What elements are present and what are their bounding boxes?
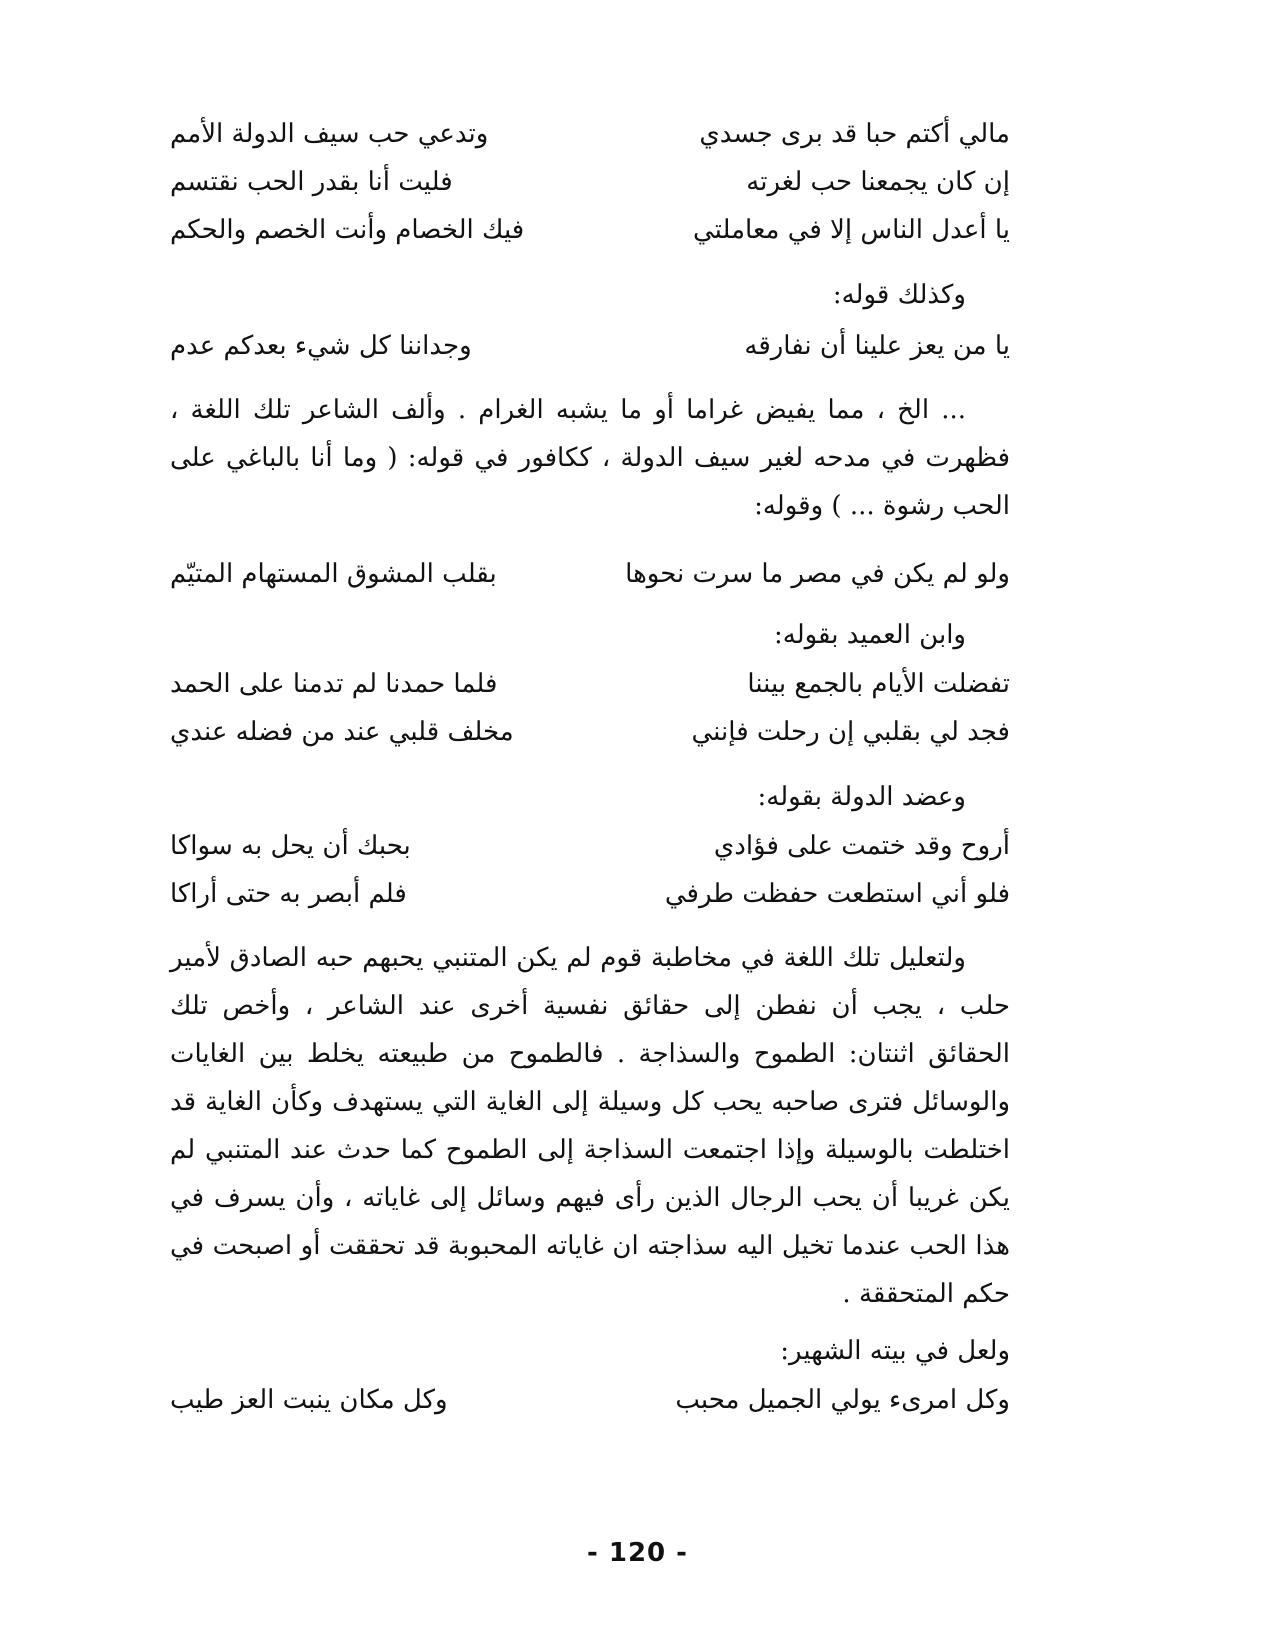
verse-second-hemistich: مخلف قلبي عند من فضله عندي xyxy=(170,717,514,747)
verse-first-hemistich: يا من يعز علينا أن نفارقه xyxy=(744,331,1010,361)
verse-group-1 xyxy=(170,110,1010,254)
verse-first-hemistich: إن كان يجمعنا حب لغرته xyxy=(746,167,1010,197)
verse-line xyxy=(170,110,1010,158)
verse-second-hemistich: وتدعي حب سيف الدولة الأمم xyxy=(170,119,489,149)
verse-line xyxy=(170,550,1010,598)
verse-second-hemistich: فليت أنا بقدر الحب نقتسم xyxy=(170,167,453,197)
verse-group-3 xyxy=(170,550,1010,598)
verse-first-hemistich: فلو أني استطعت حفظت طرفي xyxy=(664,879,1010,909)
verse-first-hemistich: وكل امرىء يولي الجميل محبب xyxy=(675,1385,1010,1415)
verse-first-hemistich: فجد لي بقلبي إن رحلت فإنني xyxy=(691,717,1010,747)
verse-group-6 xyxy=(170,1376,1010,1424)
verse-line xyxy=(170,822,1010,870)
prose-paragraph-1: ... الخ ، مما يفيض غراما أو ما يشبه الغرام . وألف الشاعر تلك اللغة ، فظهرت في مدحه لغير سيف الدولة ، ككافور في قوله: ( وما أنا بالباغي على الحب رشوة ... ) وقوله: xyxy=(170,395,1010,521)
verse-line xyxy=(170,870,1010,918)
intro-line-4: ولعل في بيته الشهير: xyxy=(780,1336,1010,1366)
prose-paragraph-2: ولتعليل تلك اللغة في مخاطبة قوم لم يكن المتنبي يحبهم حبه الصادق لأمير حلب ، يجب أن نفطن إلى حقائق نفسية أخرى عند الشاعر ، وأخص تلك الحقائق اثنتان: الطموح والسذاجة . فالطموح من طبيعته يخلط بين الغايات والوسائل فترى صاحبه يحب كل وسيلة إلى الغاية التي يستهدف وكأن الغاية قد اختلطت بالوسيلة وإذا اجتمعت السذاجة إلى الطموح كما حدث عند المتنبي لم يكن غريبا أن يحب الرجال الذين رأى فيهم وسائل إلى غاياته ، وأن يسرف في هذا الحب عندما تخيل اليه سذاجته ان غاياته المحبوبة قد تحققت أو اصبحت في حكم المتحققة . xyxy=(170,943,1010,1309)
verse-first-hemistich: ولو لم يكن في مصر ما سرت نحوها xyxy=(625,559,1010,589)
verse-first-hemistich: مالي أكتم حبا قد برى جسدي xyxy=(699,119,1010,149)
verse-second-hemistich: فلما حمدنا لم تدمنا على الحمد xyxy=(170,669,498,699)
intro-line-2: وابن العميد بقوله: xyxy=(774,620,966,650)
verse-first-hemistich: يا أعدل الناس إلا في معاملتي xyxy=(692,215,1010,245)
verse-line xyxy=(170,1376,1010,1424)
verse-second-hemistich: فلم أبصر به حتى أراكا xyxy=(170,879,407,909)
verse-line xyxy=(170,206,1010,254)
verse-first-hemistich: أروح وقد ختمت على فؤادي xyxy=(713,831,1010,861)
verse-line xyxy=(170,660,1010,708)
verse-second-hemistich: بقلب المشوق المستهام المتيّم xyxy=(170,559,497,589)
intro-line-3: وعضد الدولة بقوله: xyxy=(757,782,966,812)
verse-line xyxy=(170,708,1010,756)
verse-second-hemistich: بحبك أن يحل به سواكا xyxy=(170,831,411,861)
intro-line-1: وكذلك قوله: xyxy=(832,280,966,310)
verse-second-hemistich: فيك الخصام وأنت الخصم والحكم xyxy=(170,215,525,245)
verse-group-2 xyxy=(170,322,1010,370)
verse-second-hemistich: وجداننا كل شيء بعدكم عدم xyxy=(170,331,472,361)
verse-group-4 xyxy=(170,660,1010,756)
page-number: - 120 - xyxy=(587,1538,688,1568)
verse-first-hemistich: تفضلت الأيام بالجمع بيننا xyxy=(747,669,1010,699)
verse-second-hemistich: وكل مكان ينبت العز طيب xyxy=(170,1385,448,1415)
verse-line xyxy=(170,322,1010,370)
verse-group-5 xyxy=(170,822,1010,918)
verse-line xyxy=(170,158,1010,206)
